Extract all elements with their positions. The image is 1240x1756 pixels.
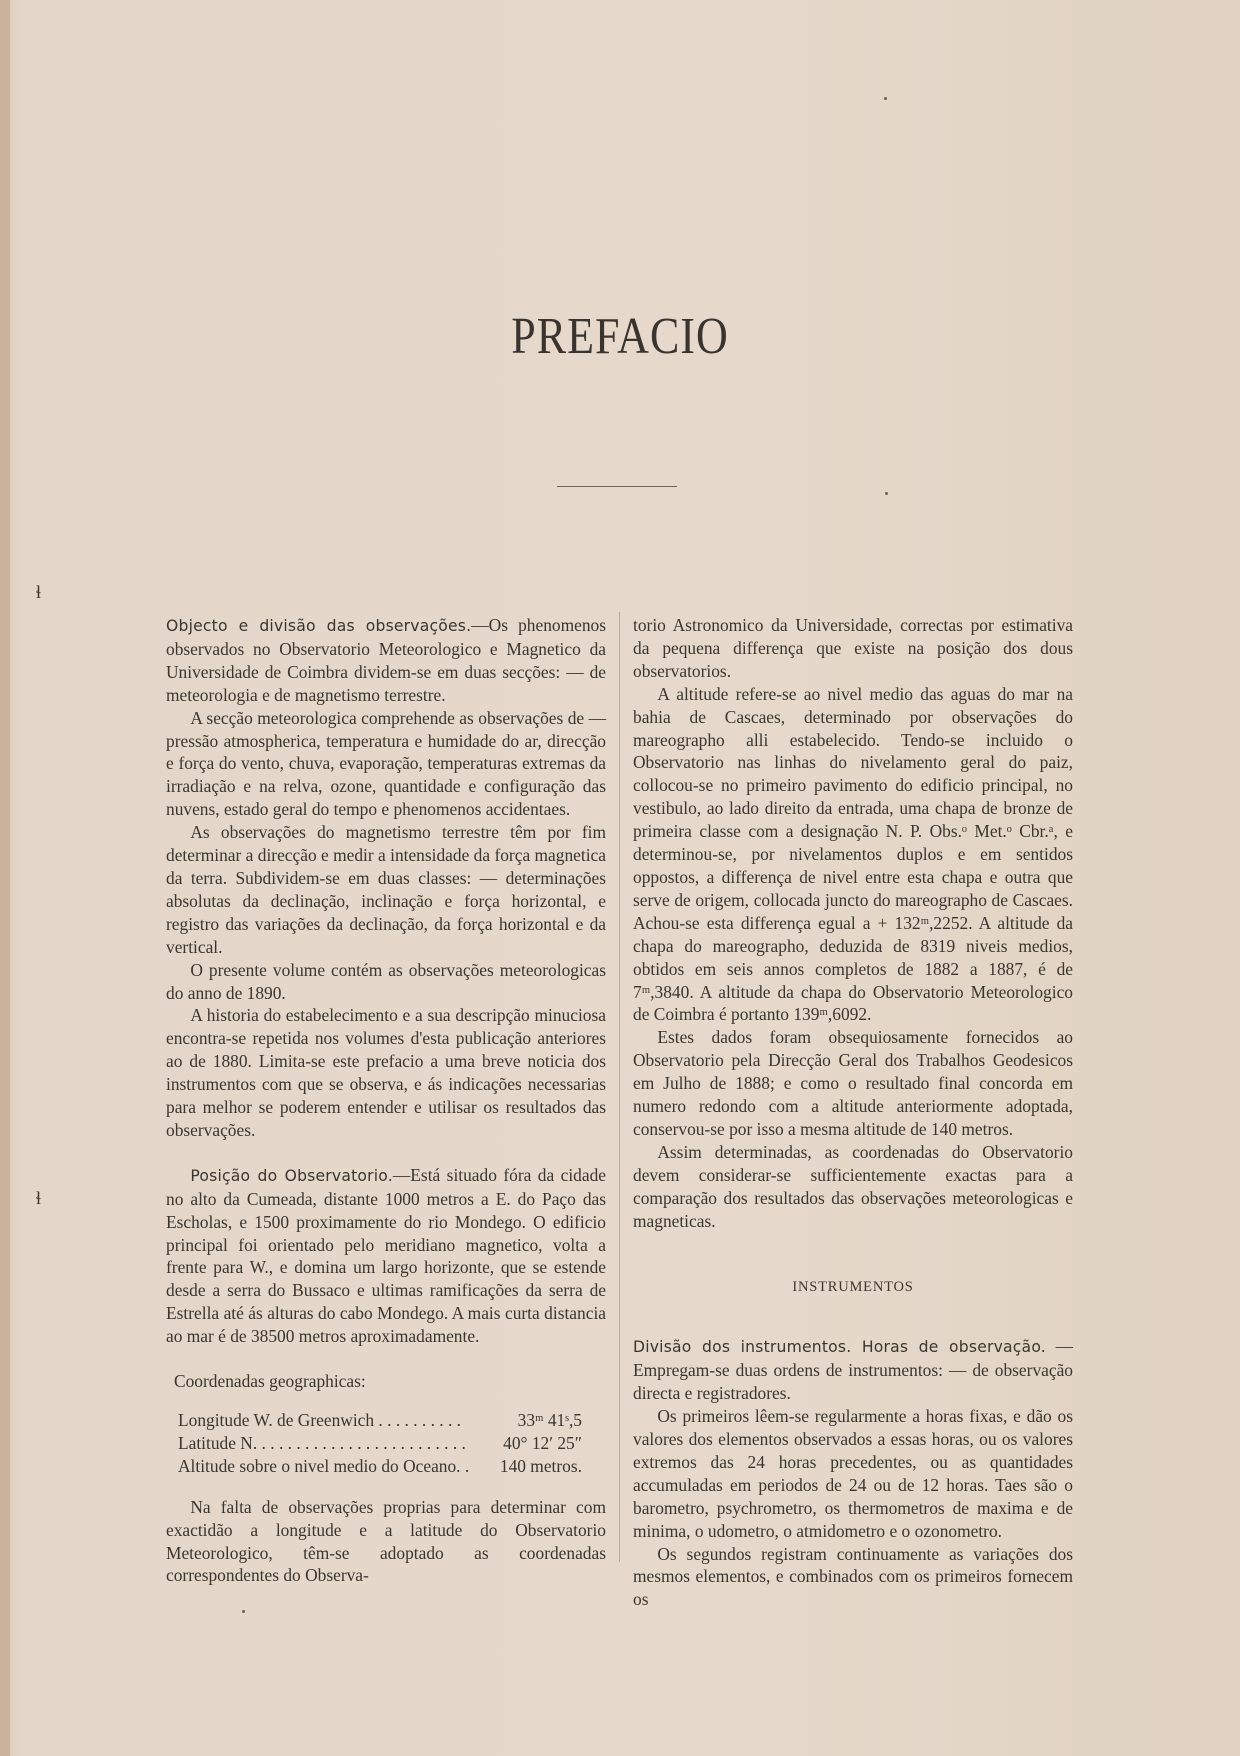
coordinate-value: 140 metros. [499, 1455, 582, 1476]
column-divider [619, 612, 620, 1562]
page-title: PREFACIO [511, 307, 729, 365]
paragraph-body: — Empregam-se duas ordens de instrumentos: — de observação directa e registradores. [633, 1336, 1073, 1404]
paragraph: A altitude refere-se ao nivel medio das aguas do mar na bahia de Cascaes, determinado por observações do mareographo alli estabelecido. Tendo-se incluido o Observatorio nas linhas do nivelamento geral do paiz, collocou-se no primeiro pavimento do edificio principal, no vestibulo, ao lado direito da entrada, uma chapa de bronze de primeira classe com a designação N. P. Obs.ᵒ Met.ᵒ Cbr.ᵃ, e determinou-se, por nivelamentos duplos e em sentidos oppostos, a differença de nivel entre esta chapa e outra que serve de origem, collocada juncto do mareographo de Cascaes. Achou-se esta differença egual a + 132ᵐ,2252. A altitude da chapa do mareographo, deduzida de 8319 niveis medios, obtidos em seis annos completos de 1882 a 1887, é de 7ᵐ,3840. A altitude da chapa do Observatorio Meteorologico de Coimbra é portanto 139ᵐ,6092. [633, 683, 1073, 1025]
paper-speck [884, 97, 887, 100]
coordinate-row [166, 1455, 606, 1478]
paragraph [166, 1164, 606, 1348]
coordinate-label: Latitude N. . . . . . . . . . . . . . . . . . . . . . . . . [178, 1432, 466, 1453]
paragraph: A secção meteorologica comprehende as observações de — pressão atmospherica, temperatura e humidade do ar, direcção e força do vento, chuva, evaporação, temperaturas extremas da irradiação e na relva, ozone, quantidade e configuração das nuvens, estado geral do tempo e phenomenos accidentaes. [166, 707, 606, 820]
paper-speck [242, 1610, 245, 1613]
section-heading: INSTRUMENTOS [792, 1279, 914, 1296]
paragraph: As observações do magnetismo terrestre têm por fim determinar a direcção e medir a intensidade da força magnetica da terra. Subdividem-se em duas classes: — determinações absolutas da declinação, inclinação e força horizontal, e registro das variações da declinação, da força horizontal e da vertical. [166, 822, 606, 957]
paragraph-heading: Posição do Observatorio. [190, 1166, 393, 1185]
paragraph [166, 614, 606, 707]
coordinate-label: Longitude W. de Greenwich . . . . . . . . . . [178, 1410, 462, 1430]
coordinate-value: 40° 12′ 25″ [503, 1432, 582, 1453]
coordinate-row [166, 1409, 606, 1432]
left-column [166, 614, 606, 1587]
paragraph: A historia do estabelecimento e a sua descripção minuciosa encontra-se repetida nos volumes d'esta publicação anteriores ao de 1880. Limita-se este prefacio a uma breve noticia dos instrumentos com que se observa, e ás indicações necessarias para melhor se poderem entender e utilisar os resultados das observações. [166, 1005, 606, 1140]
coordinate-label: Altitude sobre o nivel medio do Oceano. . [178, 1455, 470, 1476]
paragraph: Os segundos registram continuamente as variações dos mesmos elementos, e combinados com os primeiros fornecem os [633, 1543, 1073, 1610]
paragraph [633, 1335, 1073, 1405]
paragraph: Estes dados foram obsequiosamente fornecidos ao Observatorio pela Direcção Geral dos Trabalhos Geodesicos em Julho de 1888; e como o resultado final concorda em numero redondo com a altitude anteriormente adoptada, conservou-se por isso a mesma altitude de 140 metros. [633, 1027, 1073, 1139]
margin-mark: ɬ [36, 1188, 42, 1208]
paragraph: O presente volume contém as observações meteorologicas do anno de 1890. [166, 959, 606, 1003]
paragraph: Assim determinadas, as coordenadas do Observatorio devem considerar-se sufficientemente exactas para a comparação dos resultados das observações meteorologicas e magneticas. [633, 1141, 1073, 1231]
margin-mark: ɬ [36, 582, 42, 602]
right-column [633, 614, 1073, 1611]
paragraph: Na falta de observações proprias para determinar com exactidão a longitude e a latitude do Observatorio Meteorologico, têm-se adoptado as coordenadas correspondentes do Observa- [166, 1496, 606, 1586]
coordinates-label: Coordenadas geographicas: [174, 1371, 366, 1392]
paragraph-heading: Divisão dos instrumentos. Horas de observação. [633, 1338, 1046, 1357]
coordinate-row [166, 1432, 606, 1455]
paragraph-body: —Os phenomenos observados no Observatorio Meteorologico e Magnetico da Universidade de Coimbra dividem-se em duas secções: — de meteorologia e de magnetismo terrestre. [166, 615, 606, 705]
page-spine-edge [0, 0, 10, 1756]
title-rule [557, 486, 677, 487]
coordinate-value: 33ᵐ 41ˢ,5 [517, 1410, 582, 1430]
paragraph-body: —Está situado fóra da cidade no alto da Cumeada, distante 1000 metros a E. do Paço das Escholas, e 1500 proximamente do rio Mondego. O edificio principal foi orientado pelo meridiano magnetico, volta a frente para W., e domina um largo horizonte, que se estende desde a serra do Bussaco e ultimas ramificações da serra de Estrella até ás alturas do cabo Mondego. A mais curta distancia ao mar é de 38500 metros aproximadamente. [166, 1164, 606, 1347]
paragraph: torio Astronomico da Universidade, correctas por estimativa da pequena differença que existe na posição dos dous observatorios. [633, 615, 1073, 681]
paragraph-heading: Objecto e divisão das observações. [166, 617, 472, 635]
paragraph: Os primeiros lêem-se regularmente a horas fixas, e dão os valores dos elementos observados a essas horas, ou os valores extremos das 24 horas precedentes, ou as quantidades accumuladas em periodos de 24 ou de 12 horas. Taes são o barometro, psychrometro, os thermometros de maxima e de minima, o udometro, o atmidometro e o ozonometro. [633, 1406, 1073, 1541]
paper-speck [885, 492, 888, 495]
